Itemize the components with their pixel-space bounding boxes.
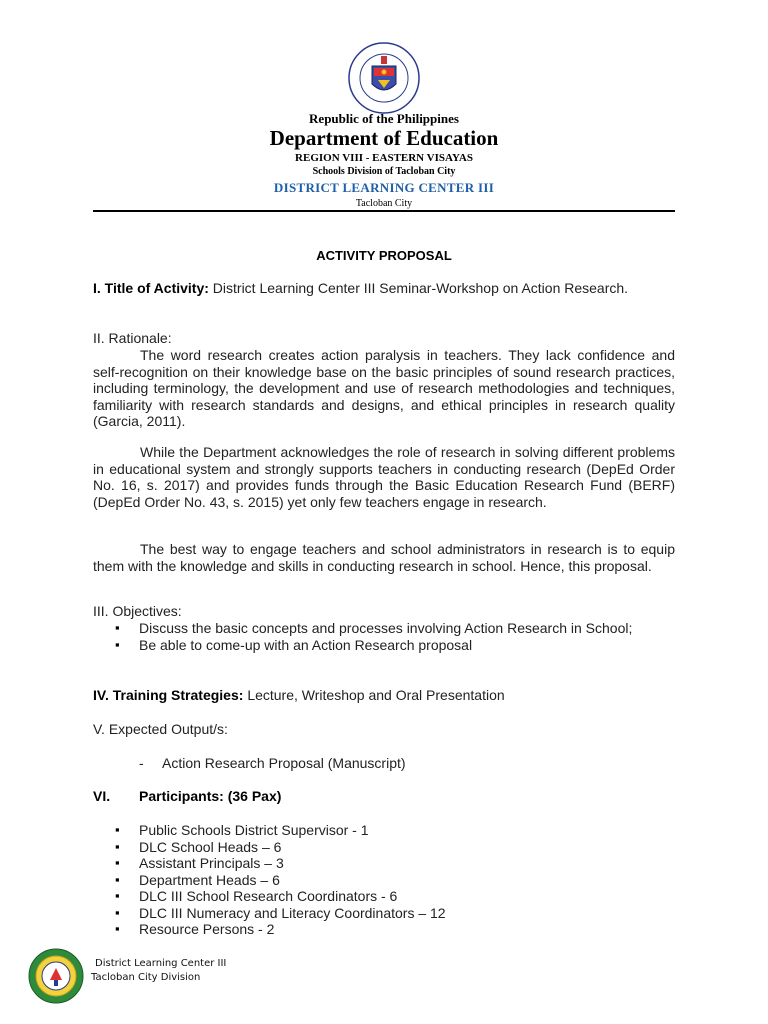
list-item: ▪ DLC III Numeracy and Literacy Coordinators – 12 bbox=[93, 905, 675, 922]
expected-output-item: - Action Research Proposal (Manuscript) bbox=[93, 755, 675, 772]
participants-list bbox=[93, 822, 675, 938]
objectives-list bbox=[93, 620, 675, 653]
list-item: ▪ Be able to come-up with an Action Research proposal bbox=[93, 637, 675, 654]
center-heading: DISTRICT LEARNING CENTER III bbox=[273, 180, 495, 195]
division-heading: Schools Division of Tacloban City bbox=[312, 166, 456, 177]
document-title: ACTIVITY PROPOSAL bbox=[316, 248, 452, 263]
section-number: VI. bbox=[93, 788, 111, 804]
rationale-paragraph-1: The word research creates action paralysis in teachers. They lack confidence and self-recognition on their knowledge base on the basic principles of sound research practices, including terminology, the development and use of research methodologies and techniques, familiarity with research standards and designs, and ethical principles in research quality (Garcia, 2011). bbox=[93, 347, 675, 429]
rationale-paragraph-3: The best way to engage teachers and school administrators in research is to equip them with the knowledge and skills in conducting research in school. Hence, this proposal. bbox=[93, 541, 675, 574]
list-item: ▪ Public Schools District Supervisor - 1 bbox=[93, 822, 675, 839]
section-rationale-label: II. Rationale: bbox=[93, 330, 172, 346]
section-objectives-label: III. Objectives: bbox=[93, 603, 182, 619]
section-label: I. Title of Activity: bbox=[93, 280, 209, 296]
section-participants bbox=[93, 788, 675, 805]
section-training-strategies bbox=[93, 687, 675, 704]
department-heading: Department of Education bbox=[269, 126, 499, 150]
list-item: ▪ Department Heads – 6 bbox=[93, 872, 675, 889]
section-text: District Learning Center III Seminar-Workshop on Action Research. bbox=[212, 280, 629, 296]
city-heading: Tacloban City bbox=[355, 198, 413, 209]
footer-line-1: District Learning Center III bbox=[95, 958, 227, 969]
list-item: ▪ Resource Persons - 2 bbox=[93, 921, 675, 938]
deped-seal-logo bbox=[348, 42, 420, 114]
list-item: ▪ DLC III School Research Coordinators - 6 bbox=[93, 888, 675, 905]
list-item: ▪ Assistant Principals – 3 bbox=[93, 855, 675, 872]
header-divider bbox=[93, 210, 675, 212]
section-expected-output-label: V. Expected Output/s: bbox=[93, 721, 228, 737]
section-label: Participants: (36 Pax) bbox=[139, 788, 282, 804]
section-title-of-activity bbox=[93, 280, 675, 297]
region-heading: REGION VIII - EASTERN VISAYAS bbox=[295, 152, 473, 164]
section-label: IV. Training Strategies: bbox=[93, 687, 244, 703]
rationale-paragraph-2: While the Department acknowledges the role of research in solving different problems in educational system and strongly supports teachers in conducting research (DepEd Order No. 16, s. 2017) and provides funds through the Basic Education Research Fund (BERF) (DepEd Order No. 43, s. 2015) yet only few teachers engage in research. bbox=[93, 444, 675, 510]
list-item: ▪ DLC School Heads – 6 bbox=[93, 839, 675, 856]
section-text: Lecture, Writeshop and Oral Presentation bbox=[247, 687, 505, 703]
footer-line-2: Tacloban City Division bbox=[91, 972, 201, 983]
dlc-seal-logo bbox=[28, 948, 84, 1004]
list-item: ▪ Discuss the basic concepts and processes involving Action Research in School; bbox=[93, 620, 675, 637]
republic-heading: Republic of the Philippines bbox=[309, 111, 459, 126]
